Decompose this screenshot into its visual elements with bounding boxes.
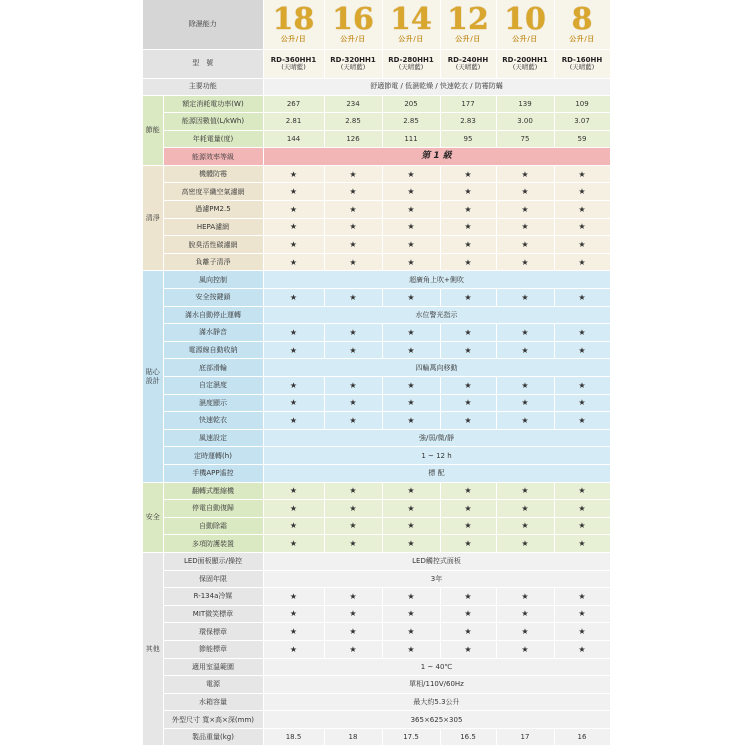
other-row [143, 623, 610, 641]
star-mark: ★ [324, 183, 382, 201]
star-mark: ★ [324, 253, 382, 271]
model-color: (天晴藍) [398, 62, 424, 71]
star-mark: ★ [554, 324, 610, 342]
star-mark: ★ [382, 517, 440, 535]
star-mark: ★ [382, 253, 440, 271]
star-mark: ★ [263, 377, 324, 395]
star-mark: ★ [440, 623, 496, 641]
energy-row [143, 130, 610, 148]
value-cell: 95 [440, 130, 496, 148]
safety-row [143, 535, 610, 553]
star-mark: ★ [496, 218, 554, 236]
star-mark: ★ [382, 289, 440, 307]
star-mark: ★ [263, 412, 324, 430]
star-mark: ★ [382, 165, 440, 183]
star-mark: ★ [324, 412, 382, 430]
value-cell: 2.83 [440, 113, 496, 131]
star-mark: ★ [554, 165, 610, 183]
star-mark: ★ [324, 377, 382, 395]
capacity-cell [554, 0, 610, 49]
star-mark: ★ [263, 165, 324, 183]
star-mark: ★ [440, 201, 496, 219]
safety-row [143, 500, 610, 518]
star-mark: ★ [554, 605, 610, 623]
star-mark: ★ [554, 201, 610, 219]
section-care-line: 貼心 [145, 368, 160, 377]
star-mark: ★ [324, 236, 382, 254]
capacity-cell [324, 0, 382, 49]
star-mark: ★ [440, 341, 496, 359]
model-name: RD-240HH [447, 55, 489, 64]
row-label: 製品重量(kg) [163, 728, 263, 746]
value-cell: 144 [263, 130, 324, 148]
star-mark: ★ [324, 165, 382, 183]
star-mark: ★ [554, 482, 610, 500]
care-row [143, 447, 610, 465]
row-label: 安全按鍵鎖 [163, 289, 263, 307]
care-row [143, 377, 610, 395]
value-cell: 2.85 [382, 113, 440, 131]
other-row [143, 676, 610, 694]
row-label: 翻轉式壓縮機 [163, 482, 263, 500]
capacity-unit: 公升/日 [455, 35, 481, 44]
star-mark: ★ [263, 341, 324, 359]
star-mark: ★ [440, 236, 496, 254]
star-mark: ★ [382, 218, 440, 236]
main-function-row [143, 78, 610, 95]
span-value: 365×625×305 [263, 711, 610, 729]
capacity-unit: 公升/日 [398, 35, 424, 44]
star-mark: ★ [382, 588, 440, 606]
star-mark: ★ [324, 341, 382, 359]
row-label: 年耗電量(度) [163, 130, 263, 148]
span-value: LED觸控式面板 [263, 552, 610, 570]
row-label: 電源線自動收納 [163, 341, 263, 359]
capacity-value: 8 [571, 2, 593, 38]
star-mark: ★ [440, 500, 496, 518]
model-color: (天晴藍) [569, 62, 595, 71]
other-row [143, 728, 610, 746]
star-mark: ★ [440, 324, 496, 342]
star-mark: ★ [382, 605, 440, 623]
star-mark: ★ [324, 517, 382, 535]
row-label: 外型尺寸 寬×高×深(mm) [163, 711, 263, 729]
star-mark: ★ [496, 377, 554, 395]
star-mark: ★ [382, 623, 440, 641]
other-row [143, 693, 610, 711]
value-cell: 75 [496, 130, 554, 148]
capacity-label: 除濕能力 [143, 0, 263, 49]
value-cell: 205 [382, 95, 440, 113]
star-mark: ★ [440, 605, 496, 623]
star-mark: ★ [496, 236, 554, 254]
row-label: HEPA濾網 [163, 218, 263, 236]
clean-row [143, 236, 610, 254]
capacity-unit: 公升/日 [569, 35, 595, 44]
section-care-line: 設計 [145, 376, 160, 385]
capacity-row [143, 0, 610, 49]
star-mark: ★ [554, 289, 610, 307]
span-value: 強/弱/微/靜 [263, 429, 610, 447]
star-mark: ★ [263, 324, 324, 342]
row-label: LED面板顯示/操控 [163, 552, 263, 570]
other-row [143, 588, 610, 606]
star-mark: ★ [496, 253, 554, 271]
value-cell: 126 [324, 130, 382, 148]
other-row [143, 570, 610, 588]
star-mark: ★ [263, 605, 324, 623]
capacity-value: 12 [447, 2, 489, 38]
model-name: RD-160HH [561, 55, 603, 64]
row-label: 多項防護裝置 [163, 535, 263, 553]
capacity-unit: 公升/日 [280, 35, 307, 44]
value-cell: 177 [440, 95, 496, 113]
care-row [143, 429, 610, 447]
star-mark: ★ [324, 535, 382, 553]
star-mark: ★ [382, 535, 440, 553]
row-label: 電源 [163, 676, 263, 694]
safety-row [143, 482, 610, 500]
star-mark: ★ [554, 640, 610, 658]
value-cell: 18.5 [263, 728, 324, 746]
star-mark: ★ [324, 500, 382, 518]
capacity-cell [263, 0, 324, 49]
star-mark: ★ [263, 183, 324, 201]
star-mark: ★ [382, 236, 440, 254]
star-mark: ★ [554, 253, 610, 271]
row-label: 負離子清淨 [163, 253, 263, 271]
value-cell: 267 [263, 95, 324, 113]
star-mark: ★ [554, 341, 610, 359]
row-label: 節能標章 [163, 640, 263, 658]
value-cell: 139 [496, 95, 554, 113]
row-label: 自動除霜 [163, 517, 263, 535]
spec-table [143, 0, 611, 746]
section-safety: 安全 [143, 482, 163, 552]
star-mark: ★ [440, 394, 496, 412]
star-mark: ★ [382, 394, 440, 412]
star-mark: ★ [496, 500, 554, 518]
care-row [143, 271, 610, 289]
row-label: 保固年限 [163, 570, 263, 588]
star-mark: ★ [382, 377, 440, 395]
star-mark: ★ [382, 412, 440, 430]
star-mark: ★ [263, 218, 324, 236]
other-row [143, 658, 610, 676]
star-mark: ★ [263, 236, 324, 254]
capacity-value: 16 [332, 2, 374, 38]
star-mark: ★ [263, 482, 324, 500]
section-care [143, 271, 163, 482]
row-label: 過濾PM2.5 [163, 201, 263, 219]
star-mark: ★ [496, 341, 554, 359]
star-mark: ★ [382, 500, 440, 518]
model-color: (天晴藍) [455, 62, 481, 71]
star-mark: ★ [496, 165, 554, 183]
model-color: (天晴藍) [281, 62, 306, 71]
star-mark: ★ [496, 605, 554, 623]
main-function-label: 主要功能 [143, 78, 263, 95]
care-row [143, 464, 610, 482]
energy-row [143, 113, 610, 131]
star-mark: ★ [324, 605, 382, 623]
care-row [143, 289, 610, 307]
star-mark: ★ [263, 394, 324, 412]
star-mark: ★ [554, 412, 610, 430]
row-label: 高密度平纖空氣濾網 [163, 183, 263, 201]
care-row [143, 359, 610, 377]
energy-row [143, 95, 610, 113]
section-other: 其他 [143, 552, 163, 746]
star-mark: ★ [324, 640, 382, 658]
clean-row [143, 218, 610, 236]
star-mark: ★ [324, 588, 382, 606]
row-label: 定時運轉(h) [163, 447, 263, 465]
star-mark: ★ [554, 218, 610, 236]
star-mark: ★ [496, 535, 554, 553]
model-cell [324, 49, 382, 78]
star-mark: ★ [263, 500, 324, 518]
row-label: 風向控制 [163, 271, 263, 289]
capacity-cell [382, 0, 440, 49]
row-label: 機體防霉 [163, 165, 263, 183]
capacity-value: 18 [272, 2, 315, 38]
clean-row [143, 165, 610, 183]
care-row [143, 306, 610, 324]
star-mark: ★ [496, 588, 554, 606]
value-cell: 16.5 [440, 728, 496, 746]
star-mark: ★ [554, 394, 610, 412]
value-cell: 3.07 [554, 113, 610, 131]
row-label: 水箱容量 [163, 693, 263, 711]
capacity-value: 10 [504, 2, 546, 38]
section-energy: 節能 [143, 95, 163, 165]
star-mark: ★ [440, 517, 496, 535]
row-label: 停電自動復歸 [163, 500, 263, 518]
care-row [143, 341, 610, 359]
star-mark: ★ [440, 535, 496, 553]
model-color: (天晴藍) [340, 62, 366, 71]
star-mark: ★ [554, 588, 610, 606]
star-mark: ★ [496, 324, 554, 342]
other-row [143, 605, 610, 623]
star-mark: ★ [554, 500, 610, 518]
star-mark: ★ [382, 201, 440, 219]
clean-row [143, 201, 610, 219]
star-mark: ★ [496, 623, 554, 641]
efficiency-label: 能源效率等級 [163, 148, 263, 166]
capacity-cell [496, 0, 554, 49]
star-mark: ★ [440, 218, 496, 236]
value-cell: 2.81 [263, 113, 324, 131]
spec-table-wrap [143, 0, 610, 750]
row-label: 底部滑輪 [163, 359, 263, 377]
star-mark: ★ [263, 517, 324, 535]
model-name: RD-360HH1 [270, 55, 317, 64]
star-mark: ★ [554, 517, 610, 535]
capacity-cell [440, 0, 496, 49]
star-mark: ★ [382, 183, 440, 201]
row-label: 滿水靜音 [163, 324, 263, 342]
star-mark: ★ [324, 324, 382, 342]
model-row [143, 49, 610, 78]
row-label: 手機APP遙控 [163, 464, 263, 482]
star-mark: ★ [440, 165, 496, 183]
star-mark: ★ [554, 623, 610, 641]
model-name: RD-320HH1 [330, 55, 376, 64]
row-label: 額定消耗電功率(W) [163, 95, 263, 113]
span-value: 標 配 [263, 464, 610, 482]
clean-row [143, 183, 610, 201]
efficiency-row [143, 148, 610, 166]
efficiency-value: 第 1 級 [263, 148, 610, 166]
capacity-unit: 公升/日 [512, 35, 538, 44]
model-cell [382, 49, 440, 78]
star-mark: ★ [382, 341, 440, 359]
star-mark: ★ [440, 253, 496, 271]
value-cell: 3.00 [496, 113, 554, 131]
row-label: 能源因數值(L/kWh) [163, 113, 263, 131]
star-mark: ★ [324, 623, 382, 641]
star-mark: ★ [496, 289, 554, 307]
value-cell: 234 [324, 95, 382, 113]
span-value: 最大約5.3公升 [263, 693, 610, 711]
capacity-value: 14 [390, 2, 432, 38]
model-color: (天晴藍) [512, 62, 538, 71]
star-mark: ★ [554, 183, 610, 201]
span-value: 1 ~ 40℃ [263, 658, 610, 676]
row-label: 風速設定 [163, 429, 263, 447]
span-value: 超廣角上吹+側吹 [263, 271, 610, 289]
row-label: 快速乾衣 [163, 412, 263, 430]
clean-row [143, 253, 610, 271]
star-mark: ★ [382, 324, 440, 342]
model-cell [496, 49, 554, 78]
span-value: 水位警光指示 [263, 306, 610, 324]
row-label: 環保標章 [163, 623, 263, 641]
star-mark: ★ [382, 640, 440, 658]
value-cell: 2.85 [324, 113, 382, 131]
value-cell: 16 [554, 728, 610, 746]
value-cell: 18 [324, 728, 382, 746]
value-cell: 109 [554, 95, 610, 113]
row-label: 滿水自動停止運轉 [163, 306, 263, 324]
row-label: 適用室溫範圍 [163, 658, 263, 676]
span-value: 3年 [263, 570, 610, 588]
star-mark: ★ [440, 588, 496, 606]
star-mark: ★ [324, 218, 382, 236]
star-mark: ★ [496, 201, 554, 219]
model-cell [554, 49, 610, 78]
star-mark: ★ [496, 412, 554, 430]
star-mark: ★ [440, 482, 496, 500]
star-mark: ★ [554, 377, 610, 395]
care-row [143, 394, 610, 412]
span-value: 1 ~ 12 h [263, 447, 610, 465]
star-mark: ★ [263, 640, 324, 658]
star-mark: ★ [440, 289, 496, 307]
model-cell [440, 49, 496, 78]
other-row [143, 640, 610, 658]
span-value: 單相/110V/60Hz [263, 676, 610, 694]
other-row [143, 552, 610, 570]
care-row [143, 412, 610, 430]
star-mark: ★ [554, 236, 610, 254]
care-row [143, 324, 610, 342]
star-mark: ★ [263, 588, 324, 606]
star-mark: ★ [324, 289, 382, 307]
value-cell: 17.5 [382, 728, 440, 746]
star-mark: ★ [324, 201, 382, 219]
star-mark: ★ [263, 201, 324, 219]
model-name: RD-200HH1 [502, 55, 548, 64]
star-mark: ★ [496, 394, 554, 412]
star-mark: ★ [263, 623, 324, 641]
model-name: RD-280HH1 [388, 55, 434, 64]
row-label: 濕度顯示 [163, 394, 263, 412]
star-mark: ★ [263, 535, 324, 553]
star-mark: ★ [263, 253, 324, 271]
value-cell: 59 [554, 130, 610, 148]
star-mark: ★ [496, 640, 554, 658]
value-cell: 17 [496, 728, 554, 746]
row-label: MIT微笑標章 [163, 605, 263, 623]
row-label: 自定濕度 [163, 377, 263, 395]
star-mark: ★ [554, 535, 610, 553]
star-mark: ★ [440, 183, 496, 201]
star-mark: ★ [440, 412, 496, 430]
model-label: 型 號 [143, 49, 263, 78]
row-label: 脫臭活性碳濾網 [163, 236, 263, 254]
row-label: R-134a冷媒 [163, 588, 263, 606]
other-row [143, 711, 610, 729]
safety-row [143, 517, 610, 535]
star-mark: ★ [496, 482, 554, 500]
span-value: 四輪萬向移動 [263, 359, 610, 377]
star-mark: ★ [496, 183, 554, 201]
star-mark: ★ [440, 377, 496, 395]
model-cell [263, 49, 324, 78]
capacity-unit: 公升/日 [340, 35, 366, 44]
star-mark: ★ [440, 640, 496, 658]
star-mark: ★ [324, 394, 382, 412]
star-mark: ★ [496, 517, 554, 535]
value-cell: 111 [382, 130, 440, 148]
star-mark: ★ [382, 482, 440, 500]
section-clean: 清淨 [143, 165, 163, 271]
star-mark: ★ [324, 482, 382, 500]
star-mark: ★ [263, 289, 324, 307]
main-function-value: 舒適節電 / 低濕乾燥 / 快速乾衣 / 防霉防蟎 [263, 78, 610, 95]
